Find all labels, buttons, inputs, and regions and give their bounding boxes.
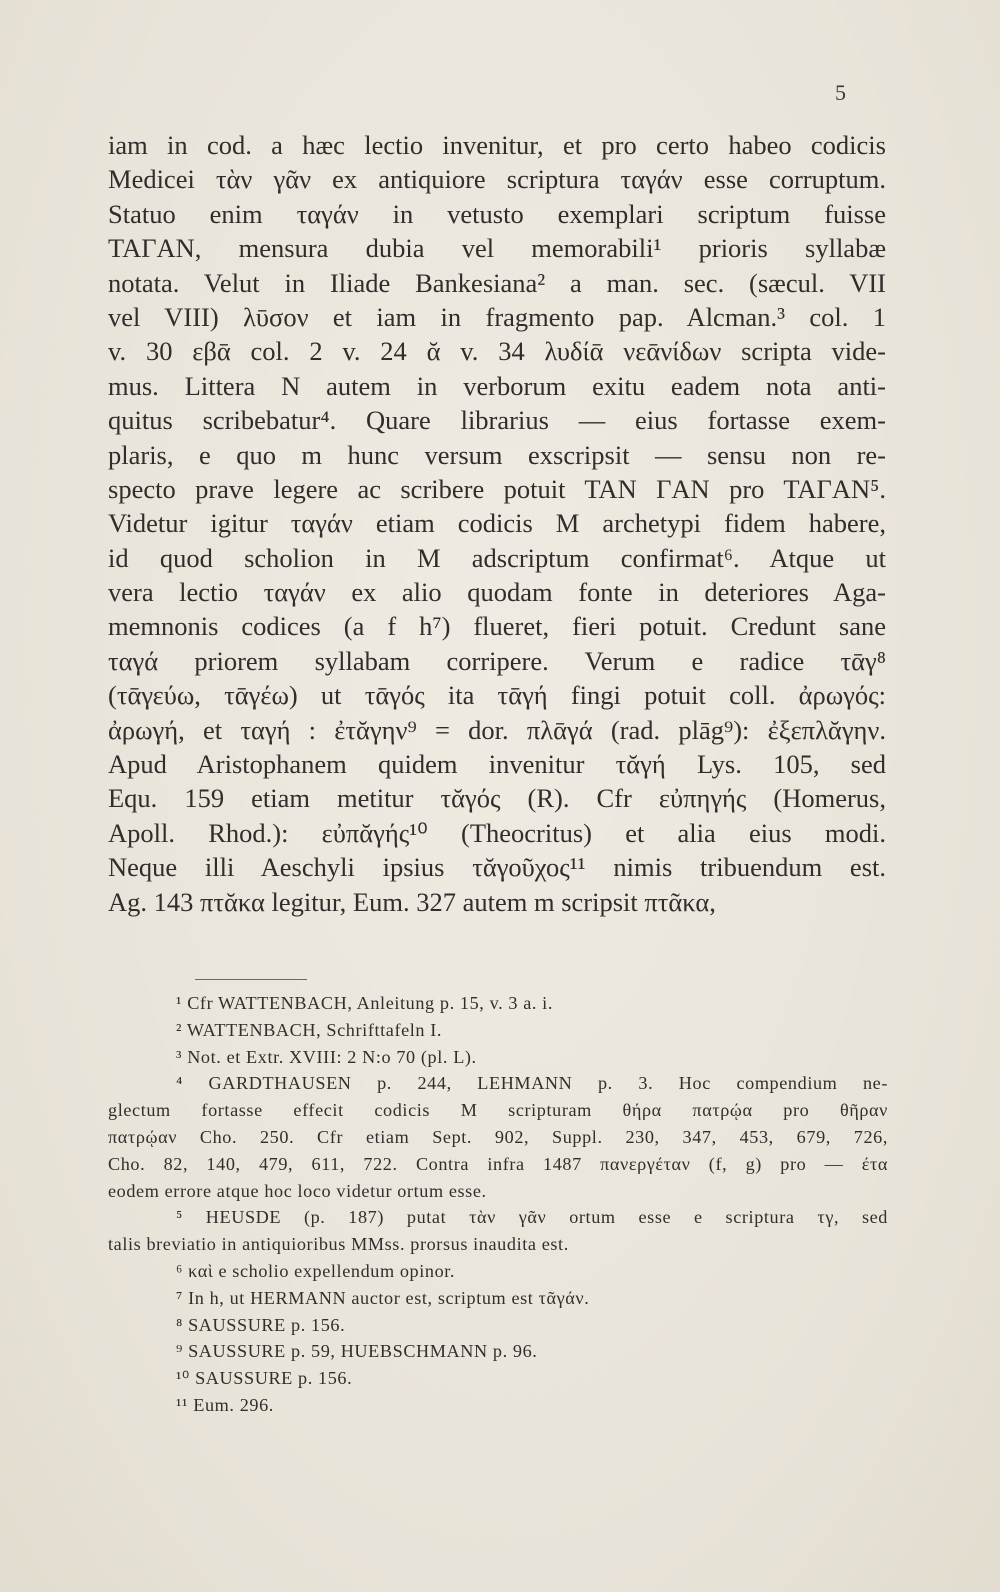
footnotes bbox=[108, 990, 888, 1419]
footnote-line: glectum fortasse effecit codicis M scripturam θήρα πατρῴα pro θῆραν bbox=[108, 1100, 888, 1121]
footnote-line: ¹⁰ SAUSSURE p. 156. bbox=[176, 1368, 353, 1389]
text-line: Statuo enim ταγάν in vetusto exemplari scriptum fuisse bbox=[108, 198, 886, 229]
main-text bbox=[108, 128, 886, 919]
footnote-line: talis breviatio in antiquioribus MMss. prorsus inaudita est. bbox=[108, 1234, 569, 1255]
text-line: quitus scribebatur⁴. Quare librarius — eius fortasse exem- bbox=[108, 405, 886, 436]
text-line: TAΓAN, mensura dubia vel memorabili¹ prioris syllabæ bbox=[108, 233, 886, 264]
text-line: iam in cod. a hæc lectio invenitur, et pro certo habeo codicis bbox=[108, 130, 886, 160]
text-line: notata. Velut in Iliade Bankesiana² a man. sec. (sæcul. VII bbox=[108, 267, 886, 298]
footnote-line: ¹ Cfr WATTENBACH, Anleitung p. 15, v. 3 a. i. bbox=[176, 993, 553, 1013]
text-line: Ag. 143 πτᾰκα legitur, Eum. 327 autem m scripsit πτᾶκα, bbox=[108, 886, 716, 917]
footnote-line: Cho. 82, 140, 479, 611, 722. Contra infra 1487 πανεργέταν (f, g) pro — έτα bbox=[108, 1153, 888, 1174]
footnote-line: ³ Not. et Extr. XVIII: 2 N:o 70 (pl. L). bbox=[176, 1046, 477, 1067]
footnote-line: ⁷ In h, ut HERMANN auctor est, scriptum est τᾶγάν. bbox=[176, 1287, 590, 1308]
text-line: (τᾱγεύω, τᾱγέω) ut τᾱγός ita τᾱγή fingi potuit coll. ἀρωγός: bbox=[108, 680, 886, 711]
text-line: Neque illi Aeschyli ipsius τᾰγοῦχος¹¹ nimis tribuendum est. bbox=[108, 852, 886, 883]
footnote-line: ⁶ καὶ e scholio expellendum opinor. bbox=[176, 1260, 456, 1281]
text-line: Videtur igitur ταγάν etiam codicis M archetypi fidem habere, bbox=[108, 508, 886, 539]
footnote-line: ⁵ HEUSDE (p. 187) putat τὰν γᾶν ortum esse e scriptura τγ, sed bbox=[176, 1207, 888, 1228]
text-line: id quod scholion in M adscriptum confirmat⁶. Atque ut bbox=[108, 542, 886, 573]
text-line: Apoll. Rhod.): εὐπᾰγής¹⁰ (Theocritus) et alia eius modi. bbox=[108, 817, 886, 848]
footnote-line: ¹¹ Eum. 296. bbox=[176, 1394, 274, 1415]
text-line: ἀρωγή, et ταγή : ἐτᾰγην⁹ = dor. πλᾱγά (rad. plāg⁹): ἐξεπλᾰγην. bbox=[108, 714, 886, 745]
text-line: Apud Aristophanem quidem invenitur τᾰγή Lys. 105, sed bbox=[108, 749, 886, 780]
text-line: vera lectio ταγάν ex alio quodam fonte in deteriores Aga- bbox=[108, 577, 886, 608]
text-line: vel VIII) λῡσον et iam in fragmento pap. Alcman.³ col. 1 bbox=[108, 301, 886, 332]
text-line: memnonis codices (a f h⁷) flueret, fieri potuit. Credunt sane bbox=[108, 611, 886, 642]
footnote-line: ⁹ SAUSSURE p. 59, HUEBSCHMANN p. 96. bbox=[176, 1341, 538, 1362]
footnote-line: ⁴ GARDTHAUSEN p. 244, LEHMANN p. 3. Hoc compendium ne- bbox=[176, 1073, 888, 1094]
text-line: v. 30 εβᾱ col. 2 v. 24 ᾰ v. 34 λυδίᾱ νεᾱνίδων scripta vide- bbox=[108, 336, 886, 367]
text-line: Medicei τὰν γᾶν ex antiquiore scriptura ταγάν esse corruptum. bbox=[108, 164, 886, 195]
footnote-line: eodem errore atque hoc loco videtur ortum esse. bbox=[108, 1180, 487, 1201]
footnote-line: ² WATTENBACH, Schrifttafeln I. bbox=[176, 1019, 443, 1040]
footnote-separator bbox=[195, 979, 307, 980]
footnote-line: ⁸ SAUSSURE p. 156. bbox=[176, 1314, 346, 1335]
text-line: plaris, e quo m hunc versum exscripsit — sensu non re- bbox=[108, 439, 886, 470]
footnote-line: πατρῴαν Cho. 250. Cfr etiam Sept. 902, Suppl. 230, 347, 453, 679, 726, bbox=[108, 1126, 888, 1147]
text-line: ταγά priorem syllabam corripere. Verum e radice τᾱγ⁸ bbox=[108, 645, 886, 676]
text-line: Equ. 159 etiam metitur τᾰγός (R). Cfr εὐπηγής (Homerus, bbox=[108, 783, 886, 814]
text-line: specto prave legere ac scribere potuit TAN ΓAN pro TAΓAN⁵. bbox=[108, 473, 886, 504]
page-number: 5 bbox=[835, 80, 846, 105]
text-line: mus. Littera N autem in verborum exitu eadem nota anti- bbox=[108, 370, 886, 401]
